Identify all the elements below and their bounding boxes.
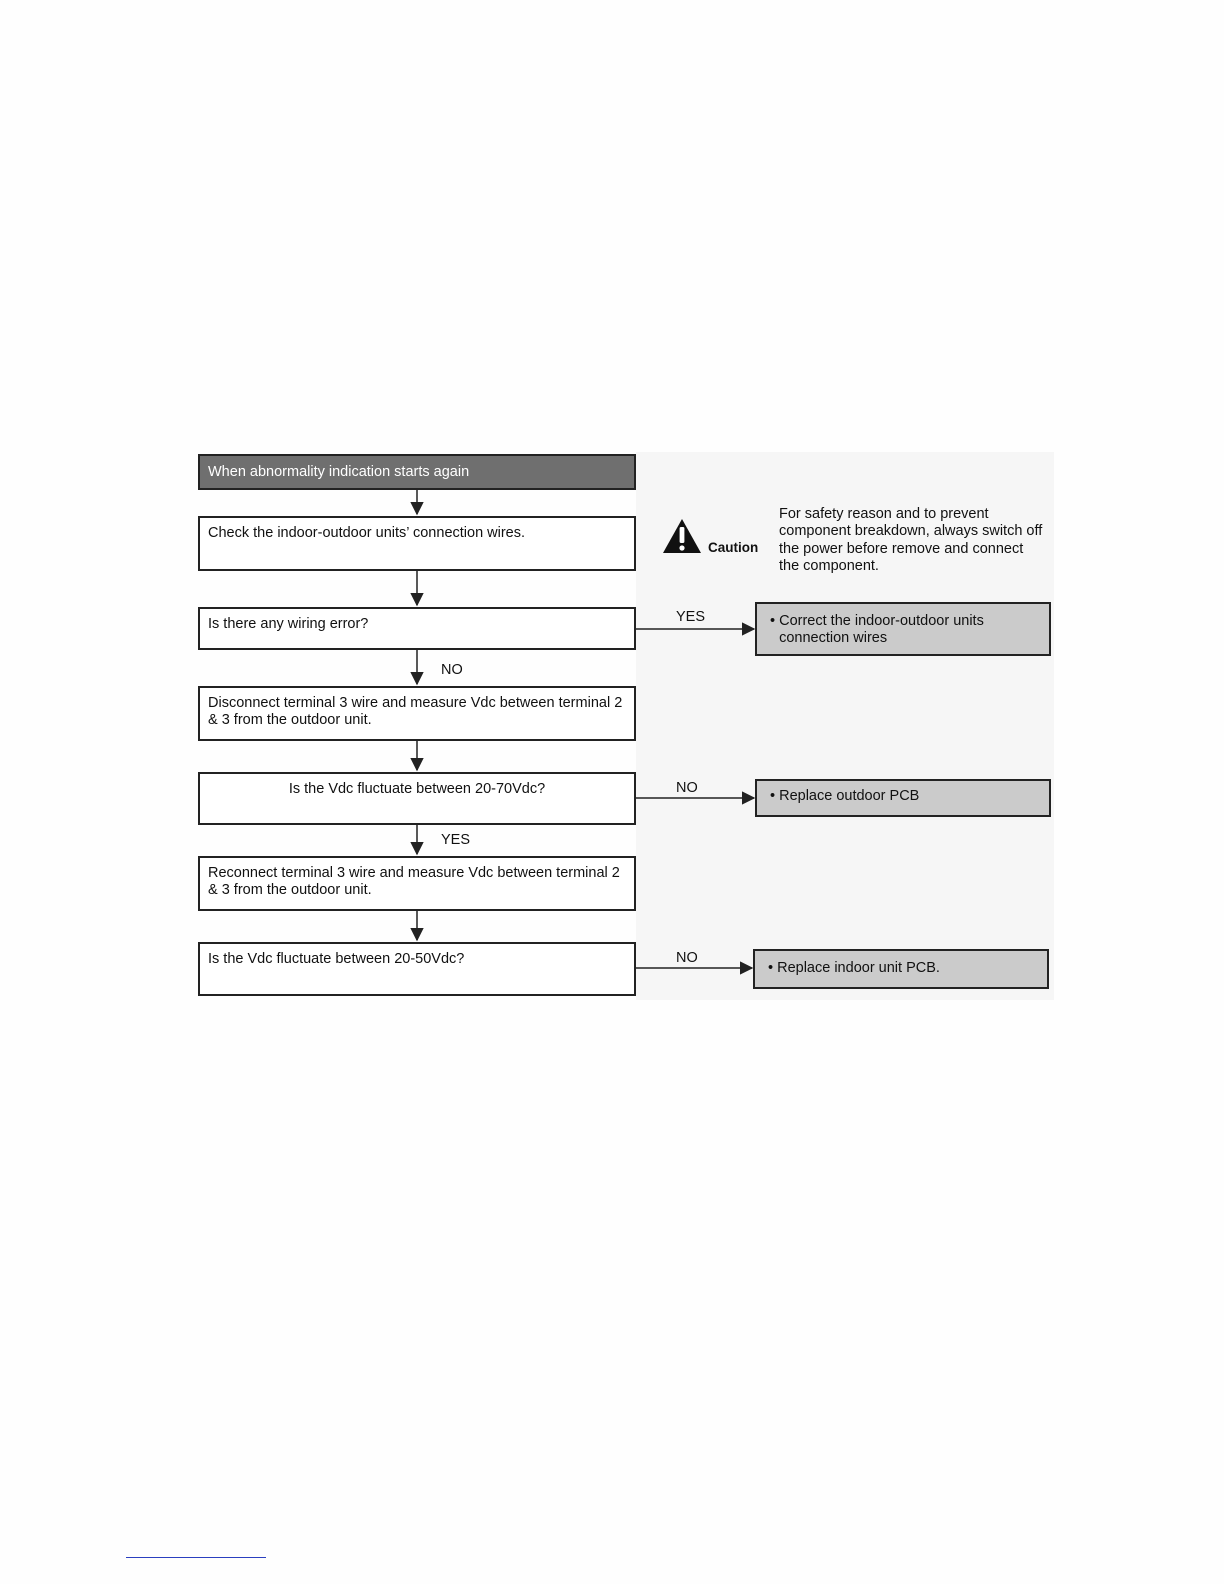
caution-label: Caution	[708, 540, 759, 555]
footer-rule	[126, 1557, 266, 1558]
wiring-error-question-text: Is there any wiring error?	[208, 616, 369, 632]
bullet	[770, 613, 779, 629]
disconnect-terminal-box	[198, 686, 636, 741]
check-wires-text: Check the indoor-outdoor units’ connection wires.	[208, 525, 526, 541]
reconnect-terminal-box	[198, 856, 636, 911]
vdc-20-70-question-text: Is the Vdc fluctuate between 20-70Vdc?	[288, 781, 546, 797]
correct-wires-action-box	[755, 602, 1051, 656]
reconnect-terminal-text: Reconnect terminal 3 wire and measure Vdc between terminal 2 & 3 from the outdoor unit.	[208, 865, 620, 898]
caution-text: For safety reason and to prevent component breakdown, always switch off the power before remove and connect the component.	[779, 506, 1043, 575]
label-no-vdc70: NO	[676, 780, 698, 796]
vdc-20-50-question-box	[198, 942, 636, 996]
correct-wires-action-text: Correct the indoor-outdoor units connection wires	[779, 613, 984, 646]
vdc-20-70-question-box	[198, 772, 636, 825]
disconnect-terminal-text: Disconnect terminal 3 wire and measure Vdc between terminal 2 & 3 from the outdoor unit.	[208, 695, 623, 728]
replace-indoor-pcb-box	[753, 949, 1049, 989]
start-text: When abnormality indication starts again	[208, 464, 470, 480]
warning-triangle-icon	[662, 518, 702, 554]
replace-outdoor-pcb-box	[755, 779, 1051, 817]
replace-outdoor-pcb-text: Replace outdoor PCB	[779, 788, 920, 804]
replace-indoor-pcb-text: Replace indoor unit PCB.	[777, 960, 940, 976]
label-no-wiring: NO	[441, 662, 463, 678]
label-no-vdc50: NO	[676, 950, 698, 966]
start-box	[198, 454, 636, 490]
wiring-error-question-box	[198, 607, 636, 650]
label-yes-vdc70: YES	[441, 832, 471, 848]
bullet	[770, 788, 779, 804]
vdc-20-50-question-text: Is the Vdc fluctuate between 20-50Vdc?	[208, 951, 465, 967]
check-wires-box	[198, 516, 636, 571]
label-yes-wiring: YES	[676, 609, 706, 625]
bullet	[768, 960, 777, 976]
